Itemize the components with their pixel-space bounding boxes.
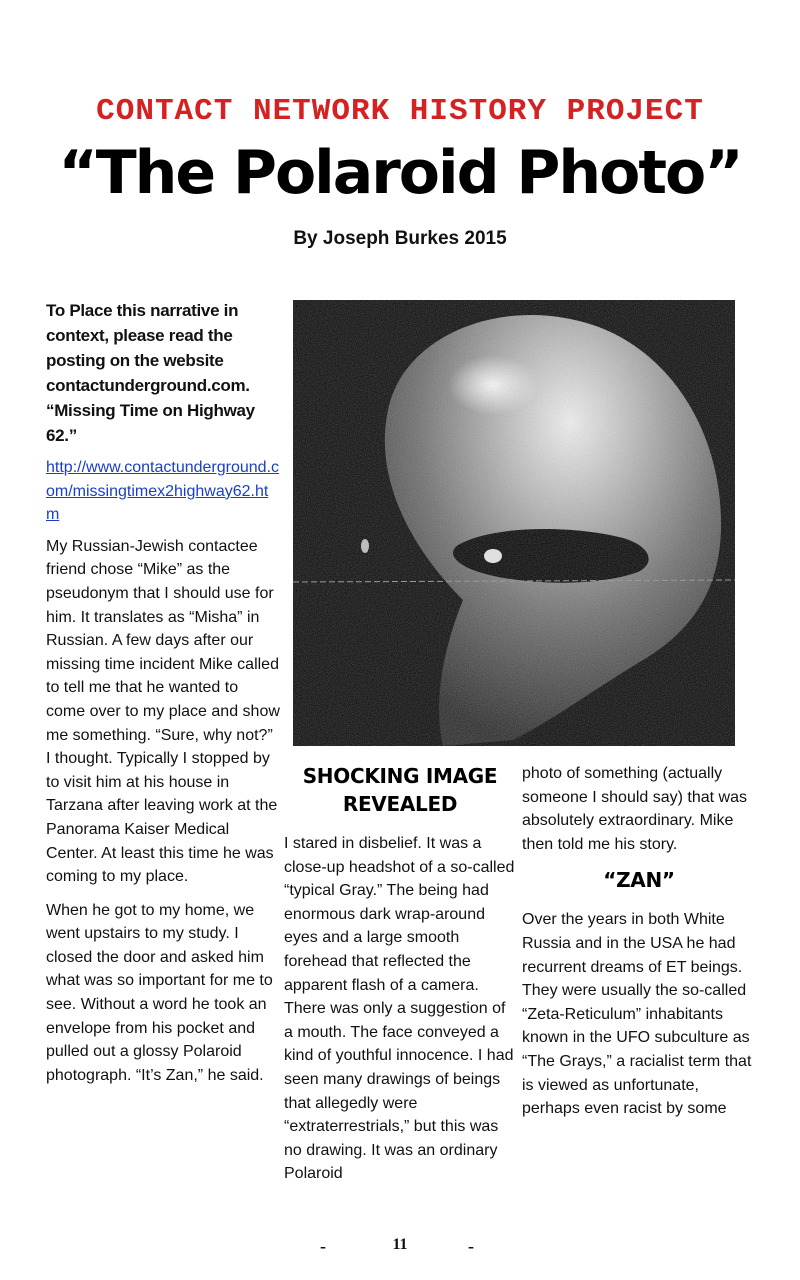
footer-dash: - [320, 1236, 326, 1256]
page-footer [0, 1236, 800, 1260]
alien-head-image [293, 300, 735, 746]
series-kicker: CONTACT NETWORK HISTORY PROJECT [96, 94, 704, 129]
reference-link[interactable]: http://www.contactunderground.com/missingtimex2highway62.htm [46, 459, 280, 524]
column-3 [522, 762, 756, 1131]
body-paragraph: My Russian-Jewish contactee friend chose “Mike” as the pseudonym that I should use for him. It translates as “Misha” in Russian. A few days after our missing time incident Mike called to tell me that he wanted to come over to my place and show me something. “Sure, why not?” I thought. Typically I stopped by to visit him at his house in Tarzana after leaving work at the Panorama Kaiser Medical Center. At least this time he was coming to my place. [46, 537, 280, 886]
page-number: 11 [392, 1236, 408, 1253]
section-heading: “ZAN” [603, 868, 675, 893]
body-paragraph: Over the years in both White Russia and in the USA he had recurrent dreams of ET beings. They were usually the so-called “Zeta-Reticulum” inhabitants known in the UFO subculture as “The Grays,” a racialist term that is viewed as unfortunate, perhaps even racist by some [522, 911, 752, 1118]
column-1 [46, 298, 280, 1097]
body-paragraph: photo of something (actually someone I should say) that was absolutely extraordinary. Mike then told me his story. [522, 765, 748, 853]
intro-paragraph: To Place this narrative in context, please read the posting on the website contactunderground.com. “Missing Time on Highway 62.” [46, 301, 255, 445]
column-2 [284, 762, 516, 1196]
byline: By Joseph Burkes 2015 [293, 228, 507, 249]
body-paragraph: I stared in disbelief. It was a close-up headshot of a so-called “typical Gray.” The being had enormous dark wrap-around eyes and a large smooth forehead that reflected the apparent flash of a camera. There was only a suggestion of a mouth. The face conveyed a kind of youthful innocence. I had seen many drawings of beings that allegedly were “extraterrestrials,” but this was no drawing. It was an ordinary Polaroid [284, 835, 515, 1183]
section-heading: SHOCKING IMAGE REVEALED [302, 764, 498, 816]
body-paragraph: When he got to my home, we went upstairs to my study. I closed the door and asked him what was so important for me to see. Without a word he took an envelope from his pocket and pulled out a glossy Polaroid photograph. “It’s Zan,” he said. [46, 901, 273, 1084]
footer-dash: - [468, 1236, 474, 1256]
polaroid-photo [293, 300, 735, 746]
article-title: “The Polaroid Photo” [58, 138, 742, 208]
